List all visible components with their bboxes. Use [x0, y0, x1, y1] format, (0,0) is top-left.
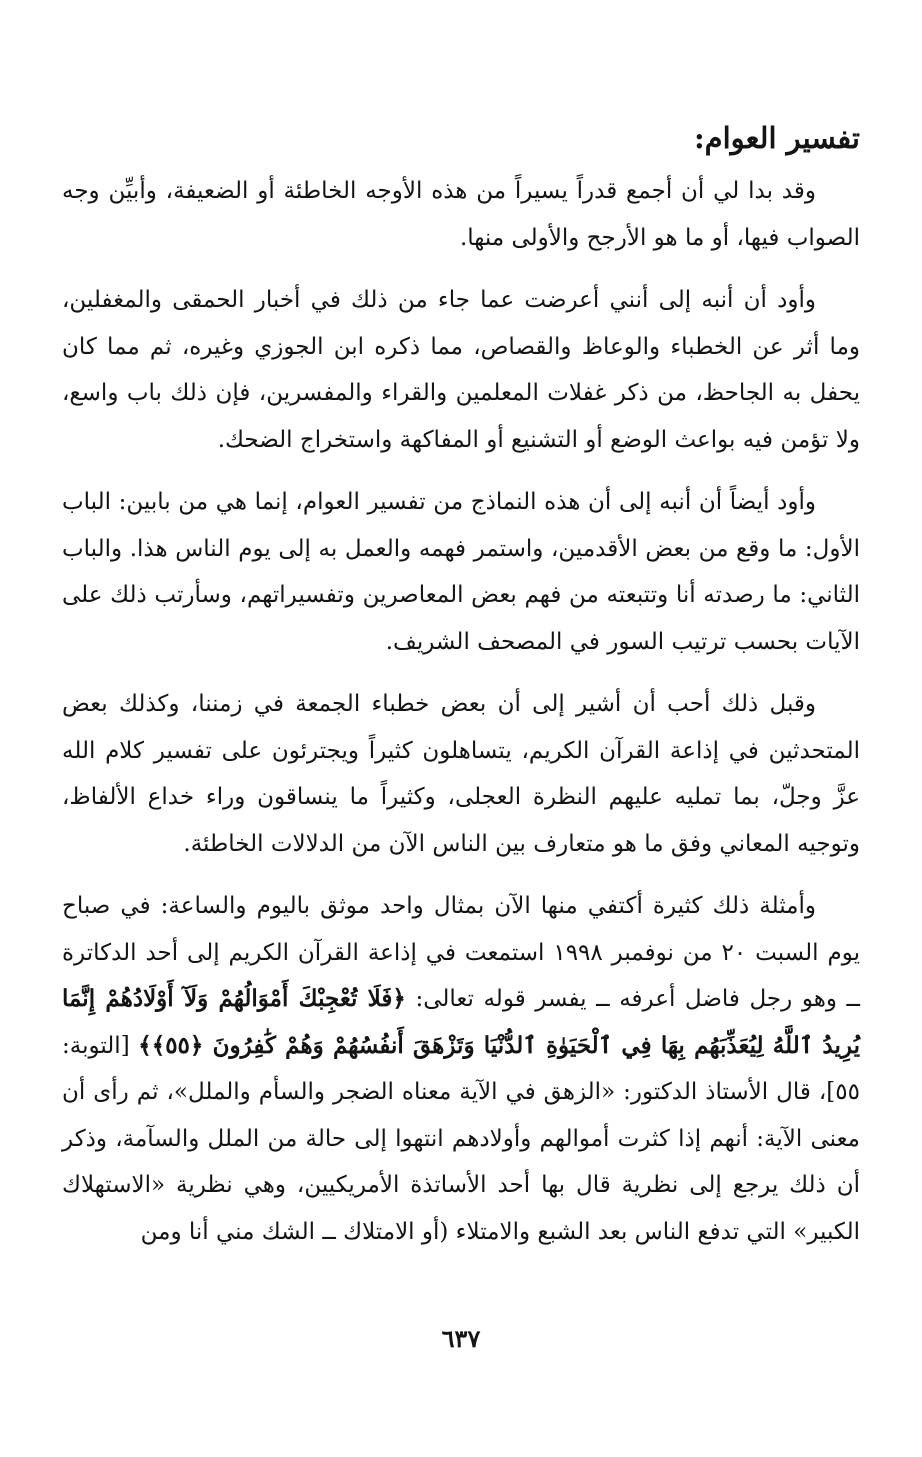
paragraph-4: وقبل ذلك أحب أن أشير إلى أن بعض خطباء الجمعة في زمننا، وكذلك بعض المتحدثين في إذاعة القرآن الكريم، يتساهلون كثيراً ويجترئون على تفسير كلام الله عزَّ وجلّ، بما تمليه عليهم النظرة العجلى، وكثيراً ما ينساقون وراء خداع الألفاظ، وتوجيه المعاني وفق ما هو متعارف بين الناس الآن من الدلالات الخاطئة.	[62, 691, 860, 857]
paragraph-5-continuation: [التوبة: ٥٥]، قال الأستاذ الدكتور: «الزهق في الآية معناه الضجر والسأم والملل»، ثم رأى أن معنى الآية: أنهم إذا كثرت أموالهم وأولادهم انتهوا إلى حالة من الملل والسآمة، وذكر أن ذلك يرجع إلى نظرية قال بها أحد الأساتذة الأمريكيين، وهي نظرية «الاستهلاك الكبير» التي تدفع الناس بعد الشبع والامتلاء (أو الامتلاك ــ الشك مني أنا ومن	[62, 1032, 860, 1245]
page-number: ٦٣٧	[441, 1324, 481, 1353]
paragraph-2: وأود أن أنبه إلى أنني أعرضت عما جاء من ذلك في أخبار الحمقى والمغفلين، وما أثر عن الخطباء والوعاظ والقصاص، مما ذكره ابن الجوزي وغيره، ثم مما كان يحفل به الجاحظ، من ذكر غفلات المعلمين والقراء والمفسرين، فإن ذلك باب واسع، ولا تؤمن فيه بواعث الوضع أو التشنيع أو المفاكهة واستخراج الضحك.	[62, 287, 860, 453]
paragraph-3: وأود أيضاً أن أنبه إلى أن هذه النماذج من تفسير العوام، إنما هي من بابين: الباب الأول: ما وقع من بعض الأقدمين، واستمر فهمه والعمل به إلى يوم الناس هذا. والباب الثاني: ما رصدته أنا وتتبعته من فهم بعض المعاصرين وتفسيراتهم، وسأرتب ذلك على الآيات بحسب ترتيب السور في المصحف الشريف.	[62, 489, 861, 655]
paragraph-1: وقد بدا لي أن أجمع قدراً يسيراً من هذه الأوجه الخاطئة أو الضعيفة، وأبيِّن وجه الصواب فيها، أو ما هو الأرجح والأولى منها.	[62, 178, 860, 251]
document-page	[62, 118, 860, 1271]
quran-verse: ﴿فَلَا تُعْجِبْكَ أَمْوَالُهُمْ وَلَآ أَوْلَادُهُمْ إِنَّمَا يُرِيدُ ٱللَّهُ لِيُعَذِّبَهُم بِهَا فِي ٱلْحَيَوٰةِ ٱلدُّنْيَا وَتَزْهَقَ أَنفُسُهُمْ وَهُمْ كَٰفِرُونَ ﴿٥٥﴾﴾	[62, 985, 861, 1059]
paragraph-5	[62, 883, 860, 1255]
section-heading: تفسير العوام:	[693, 121, 860, 155]
paragraph-5-intro: وأمثلة ذلك كثيرة أكتفي منها الآن بمثال واحد موثق باليوم والساعة: في صباح يوم السبت ٢٠ من نوفمبر ١٩٩٨ استمعت في إذاعة القرآن الكريم إلى أحد الدكاترة ــ وهو رجل فاضل أعرفه ــ يفسر قوله تعالى:	[62, 893, 861, 1012]
